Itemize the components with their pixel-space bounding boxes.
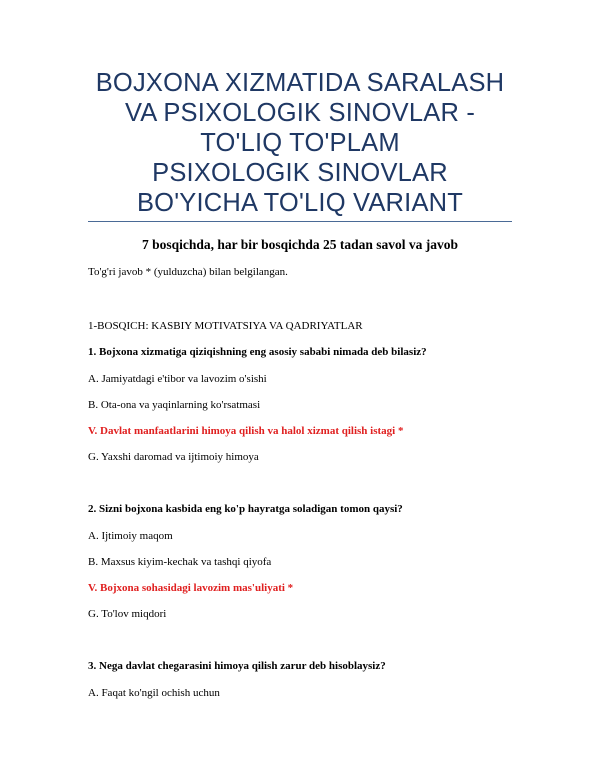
correct-answer-option: V. Bojxona sohasidagi lavozim mas'uliyati * (88, 582, 294, 594)
answer-option: B. Ota-ona va yaqinlarning ko'rsatmasi (88, 399, 261, 411)
document-subtitle: 7 bosqichda, har bir bosqichda 25 tadan savol va javob (141, 237, 459, 252)
answer-option: A. Faqat ko'ngil ochish uchun (88, 687, 220, 699)
correct-answer-option: V. Davlat manfaatlarini himoya qilish va halol xizmat qilish istagi * (88, 425, 404, 437)
question-3: 3. Nega davlat chegarasini himoya qilish zarur deb hisoblaysiz? (88, 660, 386, 672)
answer-option: A. Jamiyatdagi e'tibor va lavozim o'sishi (88, 373, 267, 385)
answer-option: G. To'lov miqdori (88, 608, 167, 620)
document-title (70, 68, 530, 218)
answer-option: G. Yaxshi daromad va ijtimoiy himoya (88, 451, 259, 463)
title-line: BO'YICHA TO'LIQ VARIANT (136, 189, 464, 217)
answer-option: B. Maxsus kiyim-kechak va tashqi qiyofa (88, 556, 272, 568)
title-line: TO'LIQ TO'PLAM (200, 129, 400, 157)
question-2: 2. Sizni bojxona kasbida eng ko'p hayratga soladigan tomon qaysi? (88, 503, 403, 515)
answer-key-note: To'g'ri javob * (yulduzcha) bilan belgilangan. (88, 266, 288, 278)
title-divider (88, 221, 512, 222)
answer-option: A. Ijtimoiy maqom (88, 530, 173, 542)
section-heading: 1-BOSQICH: KASBIY MOTIVATSIYA VA QADRIYATLAR (88, 320, 363, 332)
question-1: 1. Bojxona xizmatiga qiziqishning eng asosiy sababi nimada deb bilasiz? (88, 346, 427, 358)
title-line: VA PSIXOLOGIK SINOVLAR - (124, 99, 476, 127)
title-line: BOJXONA XIZMATIDA SARALASH (95, 69, 505, 97)
title-line: PSIXOLOGIK SINOVLAR (152, 159, 448, 187)
